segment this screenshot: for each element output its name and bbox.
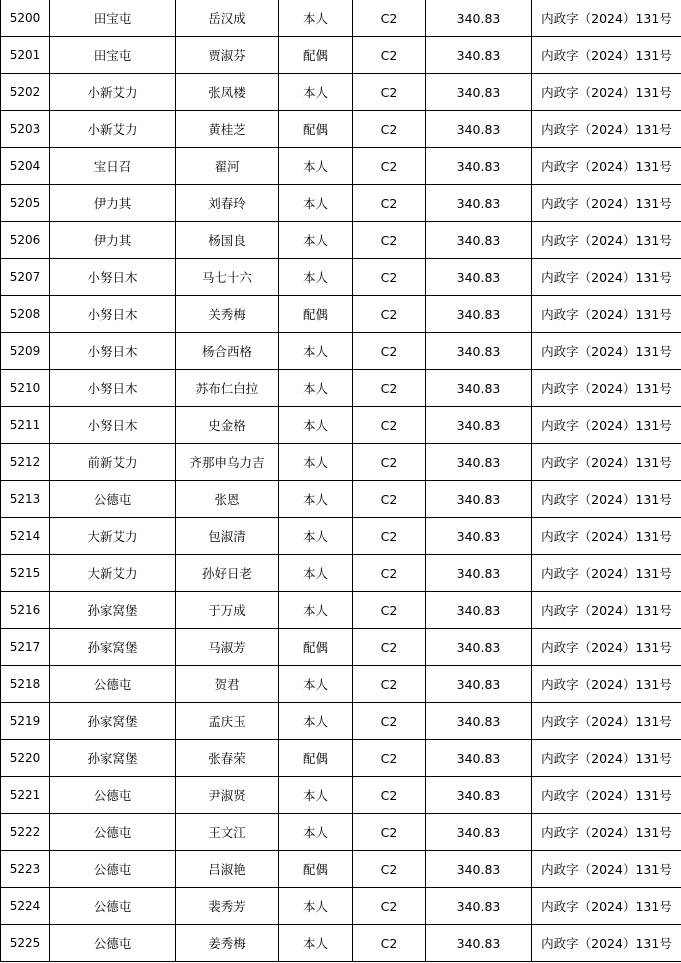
cell-grade: C2 (353, 111, 426, 148)
cell-grade: C2 (353, 296, 426, 333)
cell-serial-number: 5225 (1, 925, 50, 962)
cell-amount: 340.83 (426, 592, 532, 629)
cell-document-number: 内政字（2024）131号 (532, 518, 681, 555)
cell-amount: 340.83 (426, 518, 532, 555)
cell-person-name: 刘春玲 (176, 185, 279, 222)
cell-document-number: 内政字（2024）131号 (532, 555, 681, 592)
cell-person-name: 于万成 (176, 592, 279, 629)
table-row (1, 703, 681, 740)
cell-grade: C2 (353, 407, 426, 444)
cell-document-number: 内政字（2024）131号 (532, 185, 681, 222)
table-row (1, 333, 681, 370)
table-row (1, 740, 681, 777)
cell-serial-number: 5218 (1, 666, 50, 703)
cell-serial-number: 5203 (1, 111, 50, 148)
table-row (1, 629, 681, 666)
cell-amount: 340.83 (426, 555, 532, 592)
cell-person-name: 史金格 (176, 407, 279, 444)
cell-village: 公德屯 (50, 481, 176, 518)
roster-body (1, 0, 681, 962)
cell-serial-number: 5200 (1, 0, 50, 37)
cell-village: 宝日召 (50, 148, 176, 185)
cell-serial-number: 5212 (1, 444, 50, 481)
cell-village: 小新艾力 (50, 111, 176, 148)
table-row (1, 296, 681, 333)
cell-amount: 340.83 (426, 814, 532, 851)
cell-relation: 本人 (279, 888, 353, 925)
cell-village: 公德屯 (50, 666, 176, 703)
cell-grade: C2 (353, 851, 426, 888)
cell-amount: 340.83 (426, 851, 532, 888)
cell-person-name: 齐那申乌力吉 (176, 444, 279, 481)
cell-amount: 340.83 (426, 703, 532, 740)
cell-grade: C2 (353, 592, 426, 629)
cell-village: 小努日木 (50, 370, 176, 407)
table-row (1, 592, 681, 629)
cell-person-name: 翟河 (176, 148, 279, 185)
cell-grade: C2 (353, 925, 426, 962)
cell-document-number: 内政字（2024）131号 (532, 481, 681, 518)
cell-serial-number: 5205 (1, 185, 50, 222)
cell-grade: C2 (353, 629, 426, 666)
table-row (1, 148, 681, 185)
cell-document-number: 内政字（2024）131号 (532, 444, 681, 481)
cell-document-number: 内政字（2024）131号 (532, 592, 681, 629)
cell-amount: 340.83 (426, 111, 532, 148)
cell-relation: 本人 (279, 370, 353, 407)
cell-amount: 340.83 (426, 629, 532, 666)
cell-document-number: 内政字（2024）131号 (532, 740, 681, 777)
cell-amount: 340.83 (426, 0, 532, 37)
table-row (1, 370, 681, 407)
cell-serial-number: 5215 (1, 555, 50, 592)
cell-grade: C2 (353, 703, 426, 740)
cell-document-number: 内政字（2024）131号 (532, 37, 681, 74)
cell-amount: 340.83 (426, 37, 532, 74)
cell-relation: 本人 (279, 259, 353, 296)
cell-village: 小努日木 (50, 333, 176, 370)
cell-village: 田宝屯 (50, 37, 176, 74)
cell-document-number: 内政字（2024）131号 (532, 888, 681, 925)
table-row (1, 185, 681, 222)
cell-relation: 配偶 (279, 296, 353, 333)
table-row (1, 444, 681, 481)
cell-document-number: 内政字（2024）131号 (532, 777, 681, 814)
table-row (1, 814, 681, 851)
cell-amount: 340.83 (426, 740, 532, 777)
table-row (1, 925, 681, 962)
cell-serial-number: 5214 (1, 518, 50, 555)
cell-relation: 本人 (279, 703, 353, 740)
cell-document-number: 内政字（2024）131号 (532, 296, 681, 333)
cell-document-number: 内政字（2024）131号 (532, 407, 681, 444)
cell-person-name: 贾淑芬 (176, 37, 279, 74)
cell-document-number: 内政字（2024）131号 (532, 333, 681, 370)
cell-amount: 340.83 (426, 666, 532, 703)
cell-grade: C2 (353, 444, 426, 481)
cell-person-name: 杨国良 (176, 222, 279, 259)
cell-relation: 配偶 (279, 629, 353, 666)
cell-amount: 340.83 (426, 481, 532, 518)
cell-village: 孙家窝堡 (50, 703, 176, 740)
cell-grade: C2 (353, 37, 426, 74)
cell-serial-number: 5213 (1, 481, 50, 518)
table-row (1, 74, 681, 111)
cell-document-number: 内政字（2024）131号 (532, 111, 681, 148)
cell-serial-number: 5211 (1, 407, 50, 444)
cell-grade: C2 (353, 333, 426, 370)
cell-grade: C2 (353, 740, 426, 777)
cell-relation: 本人 (279, 518, 353, 555)
cell-serial-number: 5208 (1, 296, 50, 333)
cell-grade: C2 (353, 888, 426, 925)
cell-document-number: 内政字（2024）131号 (532, 814, 681, 851)
cell-village: 孙家窝堡 (50, 592, 176, 629)
table-row (1, 851, 681, 888)
cell-document-number: 内政字（2024）131号 (532, 259, 681, 296)
cell-village: 小努日木 (50, 296, 176, 333)
table-row (1, 481, 681, 518)
cell-person-name: 尹淑贤 (176, 777, 279, 814)
cell-serial-number: 5209 (1, 333, 50, 370)
cell-amount: 340.83 (426, 777, 532, 814)
cell-relation: 本人 (279, 481, 353, 518)
cell-grade: C2 (353, 259, 426, 296)
cell-amount: 340.83 (426, 222, 532, 259)
table-row (1, 111, 681, 148)
cell-person-name: 黄桂芝 (176, 111, 279, 148)
cell-relation: 本人 (279, 814, 353, 851)
cell-village: 孙家窝堡 (50, 740, 176, 777)
cell-document-number: 内政字（2024）131号 (532, 370, 681, 407)
cell-person-name: 杨合西格 (176, 333, 279, 370)
cell-relation: 配偶 (279, 740, 353, 777)
table-row (1, 37, 681, 74)
cell-grade: C2 (353, 518, 426, 555)
cell-person-name: 孟庆玉 (176, 703, 279, 740)
cell-amount: 340.83 (426, 370, 532, 407)
cell-village: 大新艾力 (50, 555, 176, 592)
cell-person-name: 裴秀芳 (176, 888, 279, 925)
cell-person-name: 马淑芳 (176, 629, 279, 666)
table-row (1, 0, 681, 37)
cell-serial-number: 5221 (1, 777, 50, 814)
cell-relation: 配偶 (279, 37, 353, 74)
cell-grade: C2 (353, 481, 426, 518)
cell-amount: 340.83 (426, 185, 532, 222)
cell-relation: 本人 (279, 592, 353, 629)
cell-document-number: 内政字（2024）131号 (532, 851, 681, 888)
cell-serial-number: 5204 (1, 148, 50, 185)
cell-person-name: 关秀梅 (176, 296, 279, 333)
table-row (1, 666, 681, 703)
cell-amount: 340.83 (426, 925, 532, 962)
table-row (1, 555, 681, 592)
cell-amount: 340.83 (426, 407, 532, 444)
cell-village: 前新艾力 (50, 444, 176, 481)
cell-relation: 本人 (279, 222, 353, 259)
cell-person-name: 王文江 (176, 814, 279, 851)
cell-relation: 本人 (279, 555, 353, 592)
cell-village: 大新艾力 (50, 518, 176, 555)
cell-relation: 本人 (279, 333, 353, 370)
cell-serial-number: 5202 (1, 74, 50, 111)
cell-serial-number: 5207 (1, 259, 50, 296)
cell-serial-number: 5222 (1, 814, 50, 851)
cell-grade: C2 (353, 814, 426, 851)
cell-village: 孙家窝堡 (50, 629, 176, 666)
cell-document-number: 内政字（2024）131号 (532, 148, 681, 185)
cell-serial-number: 5223 (1, 851, 50, 888)
cell-village: 伊力其 (50, 185, 176, 222)
table-row (1, 777, 681, 814)
cell-serial-number: 5216 (1, 592, 50, 629)
cell-grade: C2 (353, 148, 426, 185)
cell-person-name: 姜秀梅 (176, 925, 279, 962)
cell-relation: 本人 (279, 185, 353, 222)
cell-document-number: 内政字（2024）131号 (532, 222, 681, 259)
cell-person-name: 马七十六 (176, 259, 279, 296)
cell-person-name: 苏布仁白拉 (176, 370, 279, 407)
table-row (1, 222, 681, 259)
cell-grade: C2 (353, 666, 426, 703)
cell-amount: 340.83 (426, 296, 532, 333)
cell-village: 公德屯 (50, 888, 176, 925)
cell-serial-number: 5210 (1, 370, 50, 407)
cell-grade: C2 (353, 185, 426, 222)
cell-grade: C2 (353, 222, 426, 259)
cell-village: 伊力其 (50, 222, 176, 259)
cell-serial-number: 5201 (1, 37, 50, 74)
table-row (1, 888, 681, 925)
cell-document-number: 内政字（2024）131号 (532, 925, 681, 962)
cell-person-name: 张恩 (176, 481, 279, 518)
cell-amount: 340.83 (426, 888, 532, 925)
cell-person-name: 吕淑艳 (176, 851, 279, 888)
cell-relation: 本人 (279, 407, 353, 444)
cell-grade: C2 (353, 74, 426, 111)
cell-grade: C2 (353, 555, 426, 592)
table-row (1, 259, 681, 296)
cell-relation: 配偶 (279, 111, 353, 148)
cell-relation: 本人 (279, 74, 353, 111)
cell-relation: 配偶 (279, 851, 353, 888)
cell-serial-number: 5219 (1, 703, 50, 740)
cell-grade: C2 (353, 777, 426, 814)
cell-document-number: 内政字（2024）131号 (532, 703, 681, 740)
cell-relation: 本人 (279, 925, 353, 962)
cell-village: 小努日木 (50, 407, 176, 444)
cell-serial-number: 5220 (1, 740, 50, 777)
cell-serial-number: 5224 (1, 888, 50, 925)
cell-person-name: 岳汉成 (176, 0, 279, 37)
cell-person-name: 张春荣 (176, 740, 279, 777)
cell-amount: 340.83 (426, 444, 532, 481)
table-row (1, 518, 681, 555)
cell-village: 公德屯 (50, 777, 176, 814)
cell-document-number: 内政字（2024）131号 (532, 0, 681, 37)
cell-village: 小新艾力 (50, 74, 176, 111)
cell-serial-number: 5206 (1, 222, 50, 259)
cell-village: 田宝屯 (50, 0, 176, 37)
cell-serial-number: 5217 (1, 629, 50, 666)
cell-relation: 本人 (279, 666, 353, 703)
cell-document-number: 内政字（2024）131号 (532, 666, 681, 703)
cell-village: 小努日木 (50, 259, 176, 296)
cell-relation: 本人 (279, 0, 353, 37)
cell-grade: C2 (353, 370, 426, 407)
cell-village: 公德屯 (50, 814, 176, 851)
cell-person-name: 张凤楼 (176, 74, 279, 111)
cell-document-number: 内政字（2024）131号 (532, 74, 681, 111)
table-row (1, 407, 681, 444)
cell-amount: 340.83 (426, 259, 532, 296)
cell-amount: 340.83 (426, 74, 532, 111)
cell-grade: C2 (353, 0, 426, 37)
cell-person-name: 包淑清 (176, 518, 279, 555)
cell-document-number: 内政字（2024）131号 (532, 629, 681, 666)
cell-relation: 本人 (279, 777, 353, 814)
cell-relation: 本人 (279, 444, 353, 481)
cell-village: 公德屯 (50, 851, 176, 888)
cell-relation: 本人 (279, 148, 353, 185)
cell-person-name: 孙好日老 (176, 555, 279, 592)
cell-village: 公德屯 (50, 925, 176, 962)
cell-amount: 340.83 (426, 148, 532, 185)
cell-amount: 340.83 (426, 333, 532, 370)
cell-person-name: 贺君 (176, 666, 279, 703)
